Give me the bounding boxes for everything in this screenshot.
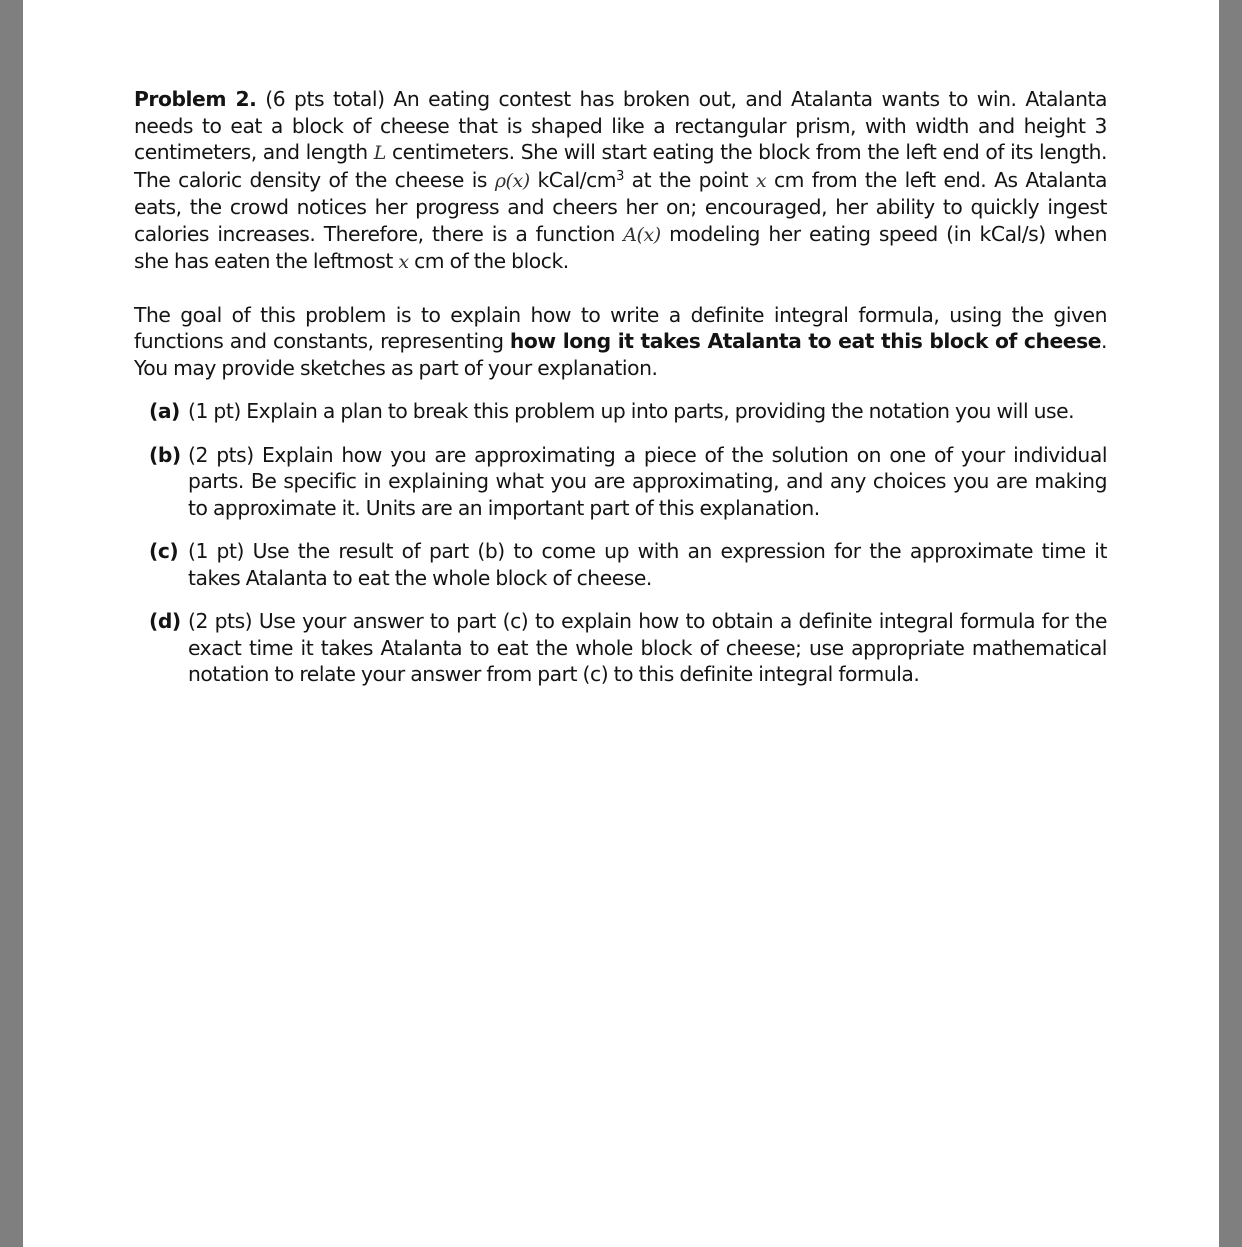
intro-text-6: modeling her eating speed (in kCal/s) when she has eaten the leftmost xyxy=(134,221,1107,273)
intro-text-2: centimeters. She will start eating the block from the left end of its length. The caloric density of the cheese is xyxy=(134,140,1107,192)
part-text: (1 pt) Use the result of part (b) to come up with an expression for the approximate time it takes Atalanta to eat the whole block of cheese. xyxy=(188,539,1107,590)
goal-text-2: . You may provide sketches as part of your explanation. xyxy=(134,329,1108,380)
problem-intro xyxy=(134,86,1107,276)
problem-goal xyxy=(134,302,1107,382)
part-item-d xyxy=(134,608,1107,688)
problem-parts-list xyxy=(134,398,1107,688)
goal-emphasis: how long it takes Atalanta to eat this block of cheese xyxy=(509,329,1102,353)
document-page xyxy=(23,0,1219,1247)
math-rho-x: ρ(x) xyxy=(494,169,530,192)
part-label: (b) xyxy=(149,442,181,467)
part-label: (c) xyxy=(149,539,179,563)
intro-text-4: at the point xyxy=(623,167,756,192)
part-text: (1 pt) Explain a plan to break this problem up into parts, providing the notation you will use. xyxy=(188,399,1075,423)
part-label: (a) xyxy=(149,399,180,423)
part-item-c xyxy=(134,538,1107,591)
problem-heading: Problem 2. xyxy=(134,87,257,111)
part-item-b xyxy=(134,442,1107,522)
part-label: (d) xyxy=(149,609,181,633)
part-text: (2 pts) Use your answer to part (c) to explain how to obtain a definite integral formula for the exact time it takes Atalanta to eat the whole block of cheese; use appropriate mathematical notation to relate your answer from part (c) to this definite integral formula. xyxy=(188,609,1107,686)
goal-text-1: The goal of this problem is to explain how to write a definite integral formula, using the given functions and constants, representing xyxy=(134,302,1107,353)
intro-text-3: kCal/cm xyxy=(529,167,617,192)
part-text: (2 pts) Explain how you are approximating a piece of the solution on one of your individual parts. Be specific in explaining what you are approximating, and any choices you are making to approximate it. Units are an important part of this explanation. xyxy=(188,442,1107,520)
math-x-1: x xyxy=(755,169,767,192)
intro-text-7: cm of the block. xyxy=(408,249,569,273)
math-x-2: x xyxy=(398,251,409,273)
intro-text-1: (6 pts total) An eating contest has broken out, and Atalanta wants to win. Atalanta needs to eat a block of cheese that is shaped like a rectangular prism, with width and height 3 centimeters, and length xyxy=(134,87,1107,164)
math-cube-exponent: 3 xyxy=(616,168,624,184)
part-item-a xyxy=(134,398,1107,425)
math-A-x: A(x) xyxy=(623,223,661,246)
math-L: L xyxy=(373,142,386,164)
problem-content xyxy=(134,86,1107,708)
intro-text-5: cm from the left end. As Atalanta eats, the crowd notices her progress and cheers her on; encouraged, her ability to quickly ingest calories increases. Therefore, there is a function xyxy=(134,167,1107,246)
